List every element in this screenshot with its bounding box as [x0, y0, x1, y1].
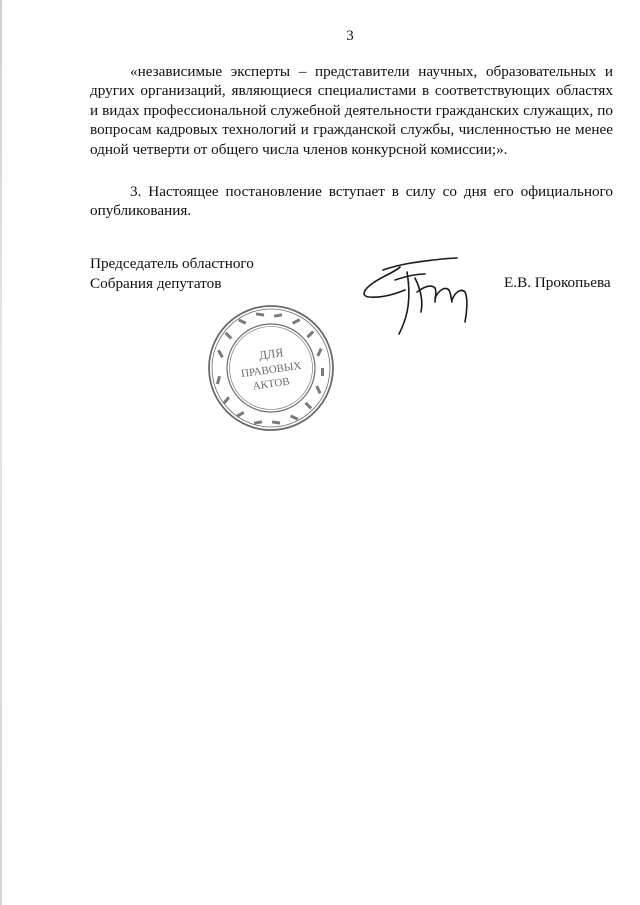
signatory-position-line-1: Председатель областного — [90, 255, 254, 272]
stamp-text-3: АКТОВ — [252, 375, 291, 393]
signatory-position-line-2: Собрания депутатов — [90, 274, 222, 292]
paragraph-entry-into-force: 3. Настоящее постановление вступает в силу со дня его официального опубликования. — [90, 183, 613, 220]
stamp-text-2: ПРАВОВЫХ — [240, 359, 303, 381]
scan-edge — [0, 0, 2, 905]
page-number: 3 — [346, 28, 354, 44]
signatory-position — [90, 254, 254, 293]
signatory-name: Е.В. Прокопьева — [504, 274, 611, 291]
official-stamp — [205, 302, 337, 434]
stamp-text-1: ДЛЯ — [258, 345, 285, 363]
handwritten-signature — [355, 250, 480, 340]
paragraph-independent-experts: «независимые эксперты – представители научных, образовательных и других организаций, являющиеся специалистами в соответствующих областях и видах профессиональной служебной деятельности гражданских служащих, по вопросам кадровых технологий и гражданской службы, численностью не менее одной четверти от общего числа членов конкурсной комиссии;». — [90, 63, 613, 158]
